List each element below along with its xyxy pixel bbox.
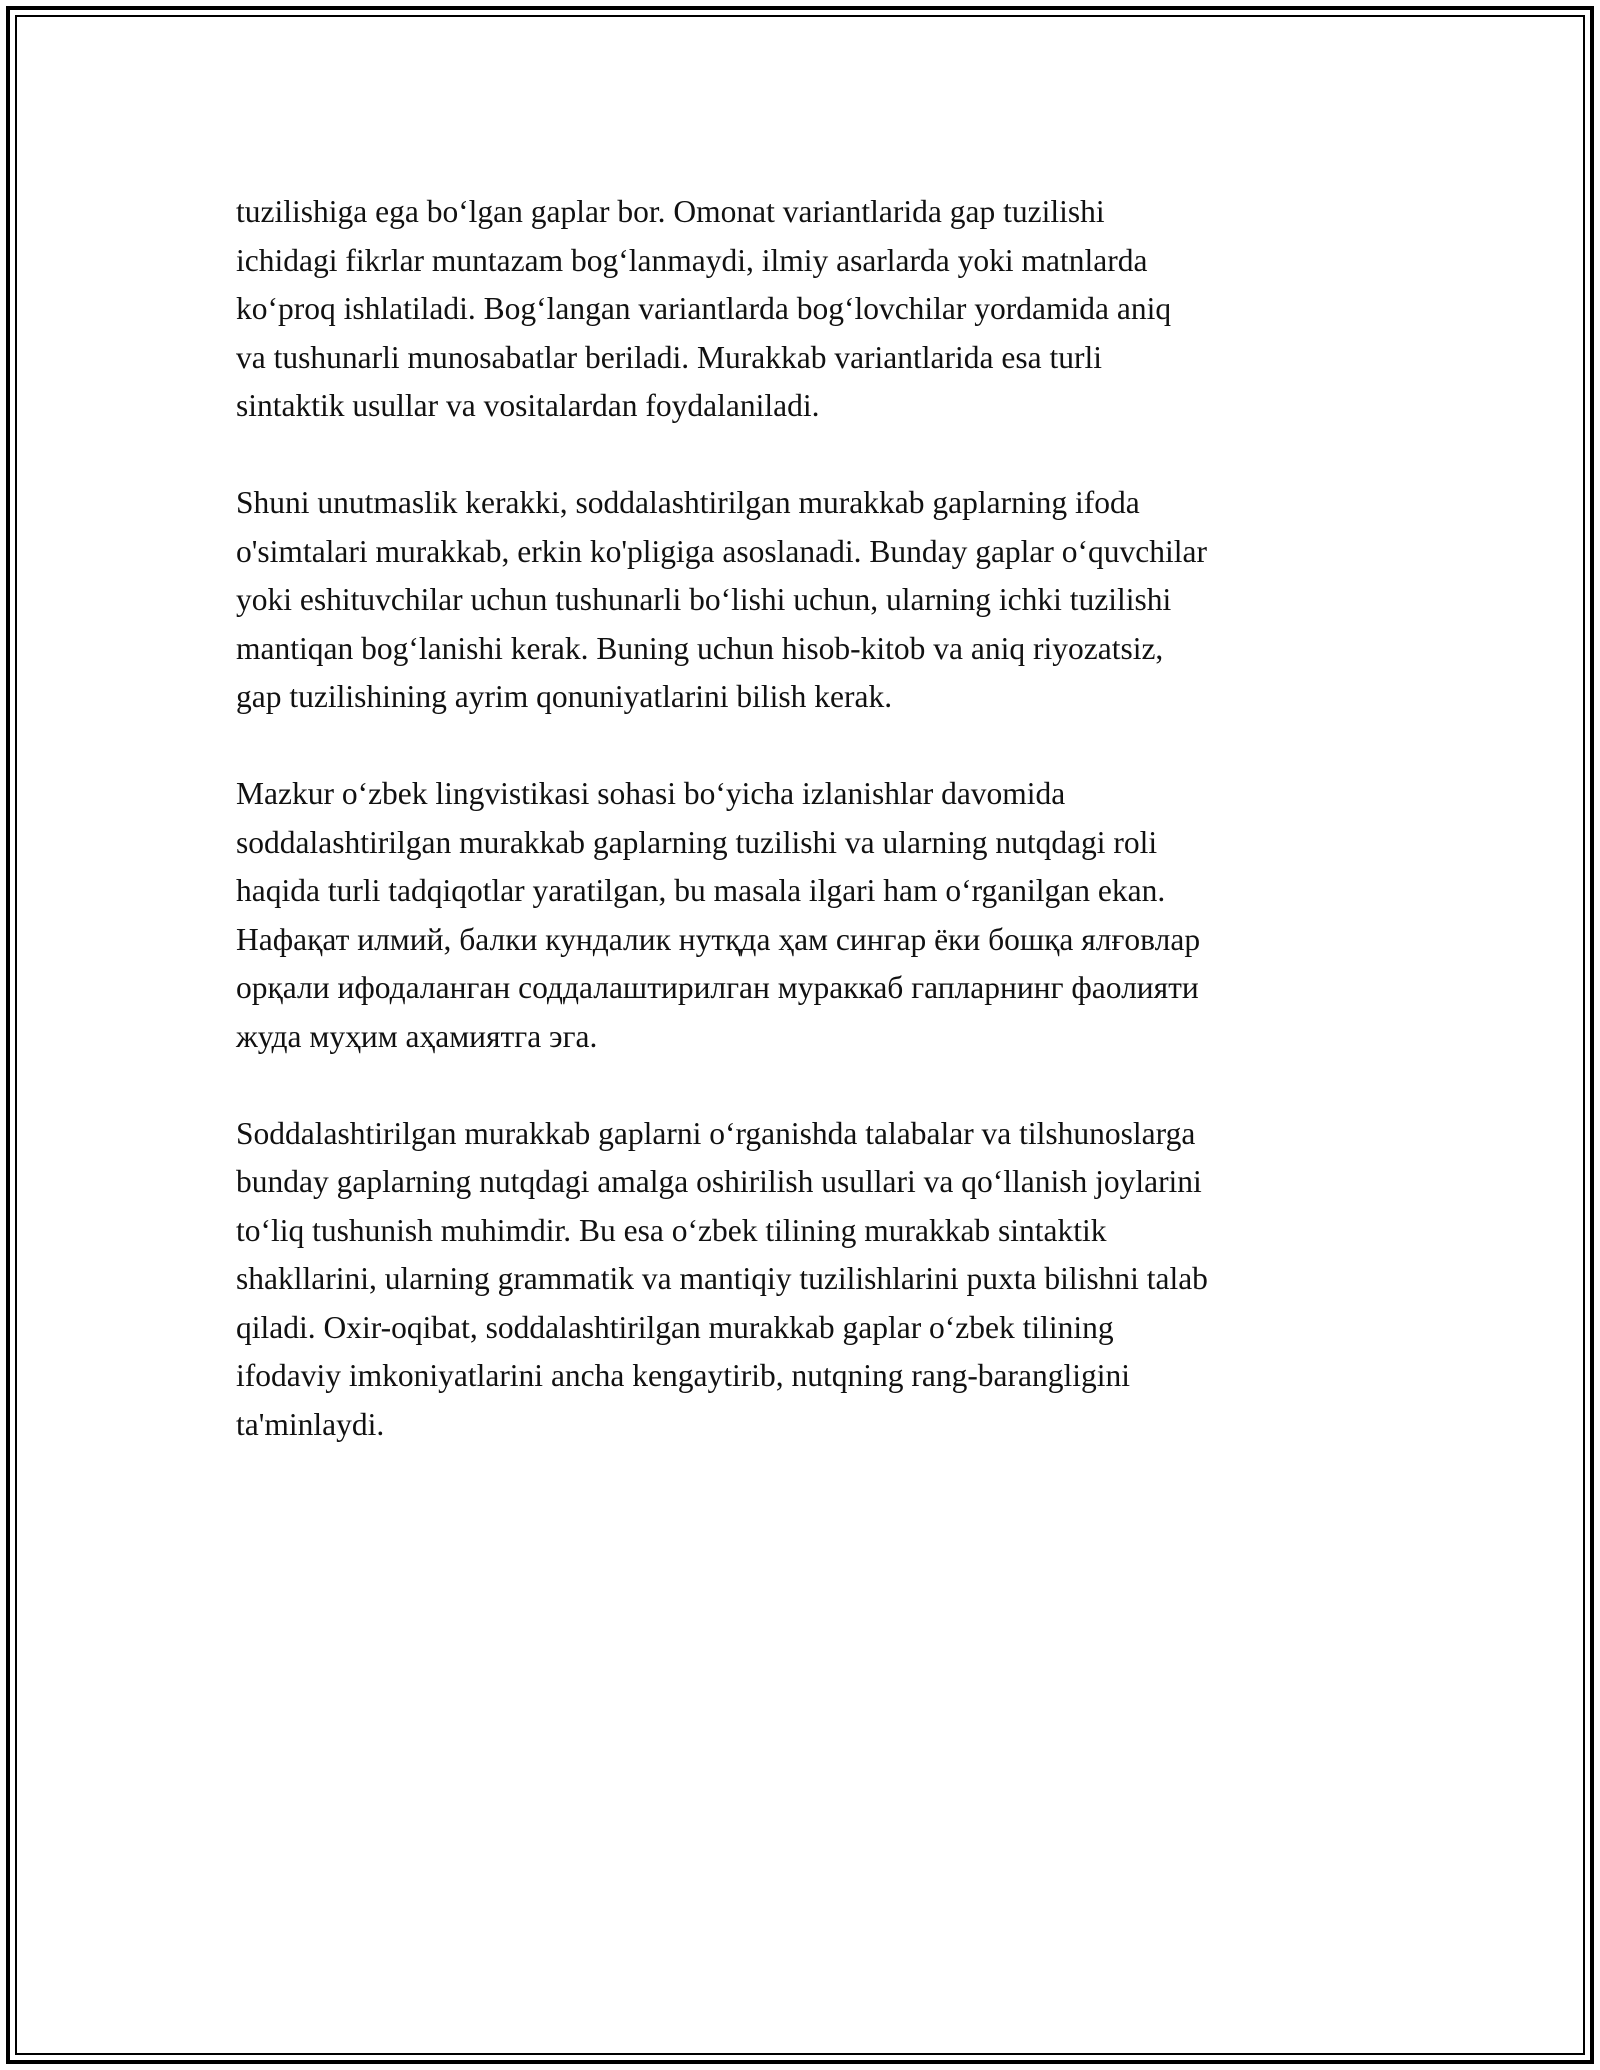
text-line: o'simtalari murakkab, erkin ko'pligiga asoslanadi. Bunday gaplar o‘quvchilar [236, 533, 1207, 569]
text-line: Mazkur o‘zbek lingvistikasi sohasi bo‘yicha izlanishlar davomida [236, 776, 1066, 811]
text-line: shakllarini, ularning grammatik va mantiqiy tuzilishlarini puxta bilishni talab [236, 1261, 1208, 1296]
text-line: bunday gaplarning nutqdagi amalga oshirilish usullari va qo‘llanish joylarini [236, 1164, 1202, 1199]
text-line: орқали ифодаланган соддалаштирилган мураккаб гапларнинг фаолияти [236, 970, 1199, 1005]
text-line: gap tuzilishining ayrim qonuniyatlarini bilish kerak. [236, 679, 893, 714]
text-line: haqida turli tadqiqotlar yaratilgan, bu masala ilgari ham o‘rganilgan ekan. [236, 873, 1166, 908]
text-line: soddalashtirilgan murakkab gaplarning tuzilishi va ularning nutqdagi roli [236, 824, 1158, 860]
document-body [236, 188, 1416, 1498]
text-line: жуда муҳим аҳамиятга эга. [236, 1018, 598, 1054]
text-line: to‘liq tushunish muhimdir. Bu esa o‘zbek tilining murakkab sintaktik [236, 1212, 1107, 1248]
text-line: yoki eshituvchilar uchun tushunarli bo‘lishi uchun, ularning ichki tuzilishi [236, 582, 1172, 617]
paragraph-2 [236, 479, 1416, 722]
text-line: va tushunarli munosabatlar beriladi. Murakkab variantlarida esa turli [236, 339, 1102, 375]
text-line: mantiqan bog‘lanishi kerak. Buning uchun hisob-kitob va aniq riyozatsiz, [236, 630, 1164, 666]
text-line: ifodaviy imkoniyatlarini ancha kengaytirib, nutqning rang-barangligini [236, 1358, 1131, 1393]
text-line: ta'minlaydi. [236, 1406, 385, 1442]
paragraph-3 [236, 770, 1416, 1061]
text-line: ichidagi fikrlar muntazam bog‘lanmaydi, ilmiy asarlarda yoki matnlarda [236, 242, 1148, 278]
paragraph-1 [236, 188, 1416, 431]
paragraph-4 [236, 1110, 1416, 1450]
text-line: sintaktik usullar va vositalardan foydalaniladi. [236, 388, 820, 423]
text-line: qiladi. Oxir-oqibat, soddalashtirilgan murakkab gaplar o‘zbek tilining [236, 1309, 1114, 1345]
text-line: Нафақат илмий, балки кундалик нутқда ҳам сингар ёки бошқа ялғовлар [236, 921, 1201, 957]
text-line: tuzilishiga ega bo‘lgan gaplar bor. Omonat variantlarida gap tuzilishi [236, 194, 1105, 229]
text-line: ko‘proq ishlatiladi. Bog‘langan variantlarda bog‘lovchilar yordamida aniq [236, 291, 1172, 326]
text-line: Shuni unutmaslik kerakki, soddalashtirilgan murakkab gaplarning ifoda [236, 485, 1140, 520]
text-line: Soddalashtirilgan murakkab gaplarni o‘rganishda talabalar va tilshunoslarga [236, 1115, 1196, 1151]
